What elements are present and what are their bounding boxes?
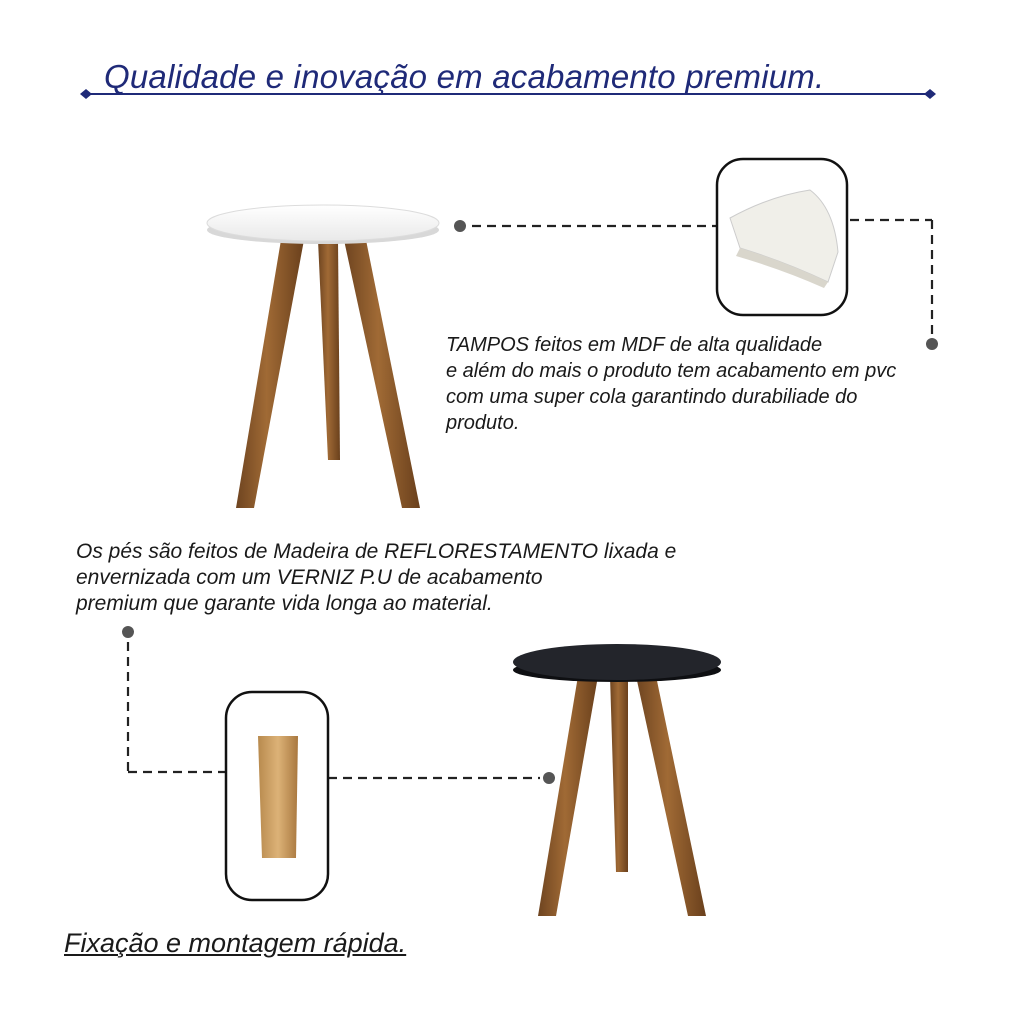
tampos-description [446,332,896,436]
pes-description [76,539,676,617]
pes-line: premium que garante vida longa ao material. [76,592,493,615]
pes-line: envernizada com um VERNIZ P.U de acabamento [76,566,543,589]
headline-rule [80,89,936,99]
tampos-line: TAMPOS feitos em MDF de alta qualidade [446,334,823,356]
mdf-corner-detail-icon [717,159,847,315]
footer-caption: Fixação e montagem rápida. [64,928,407,958]
white-round-table-icon [207,205,439,508]
page-title: Qualidade e inovação em acabamento premium. [104,58,825,95]
tampos-line: com uma super cola garantindo durabiliade do [446,386,858,408]
pes-line: Os pés são feitos de Madeira de REFLORESTAMENTO lixada e [76,540,677,563]
connector-tampos [454,220,938,350]
tampos-line: produto. [446,412,520,434]
connector-pes [122,626,555,784]
wood-leg-detail-icon [226,692,328,900]
tampos-line: e além do mais o produto tem acabamento em pvc [446,360,897,382]
